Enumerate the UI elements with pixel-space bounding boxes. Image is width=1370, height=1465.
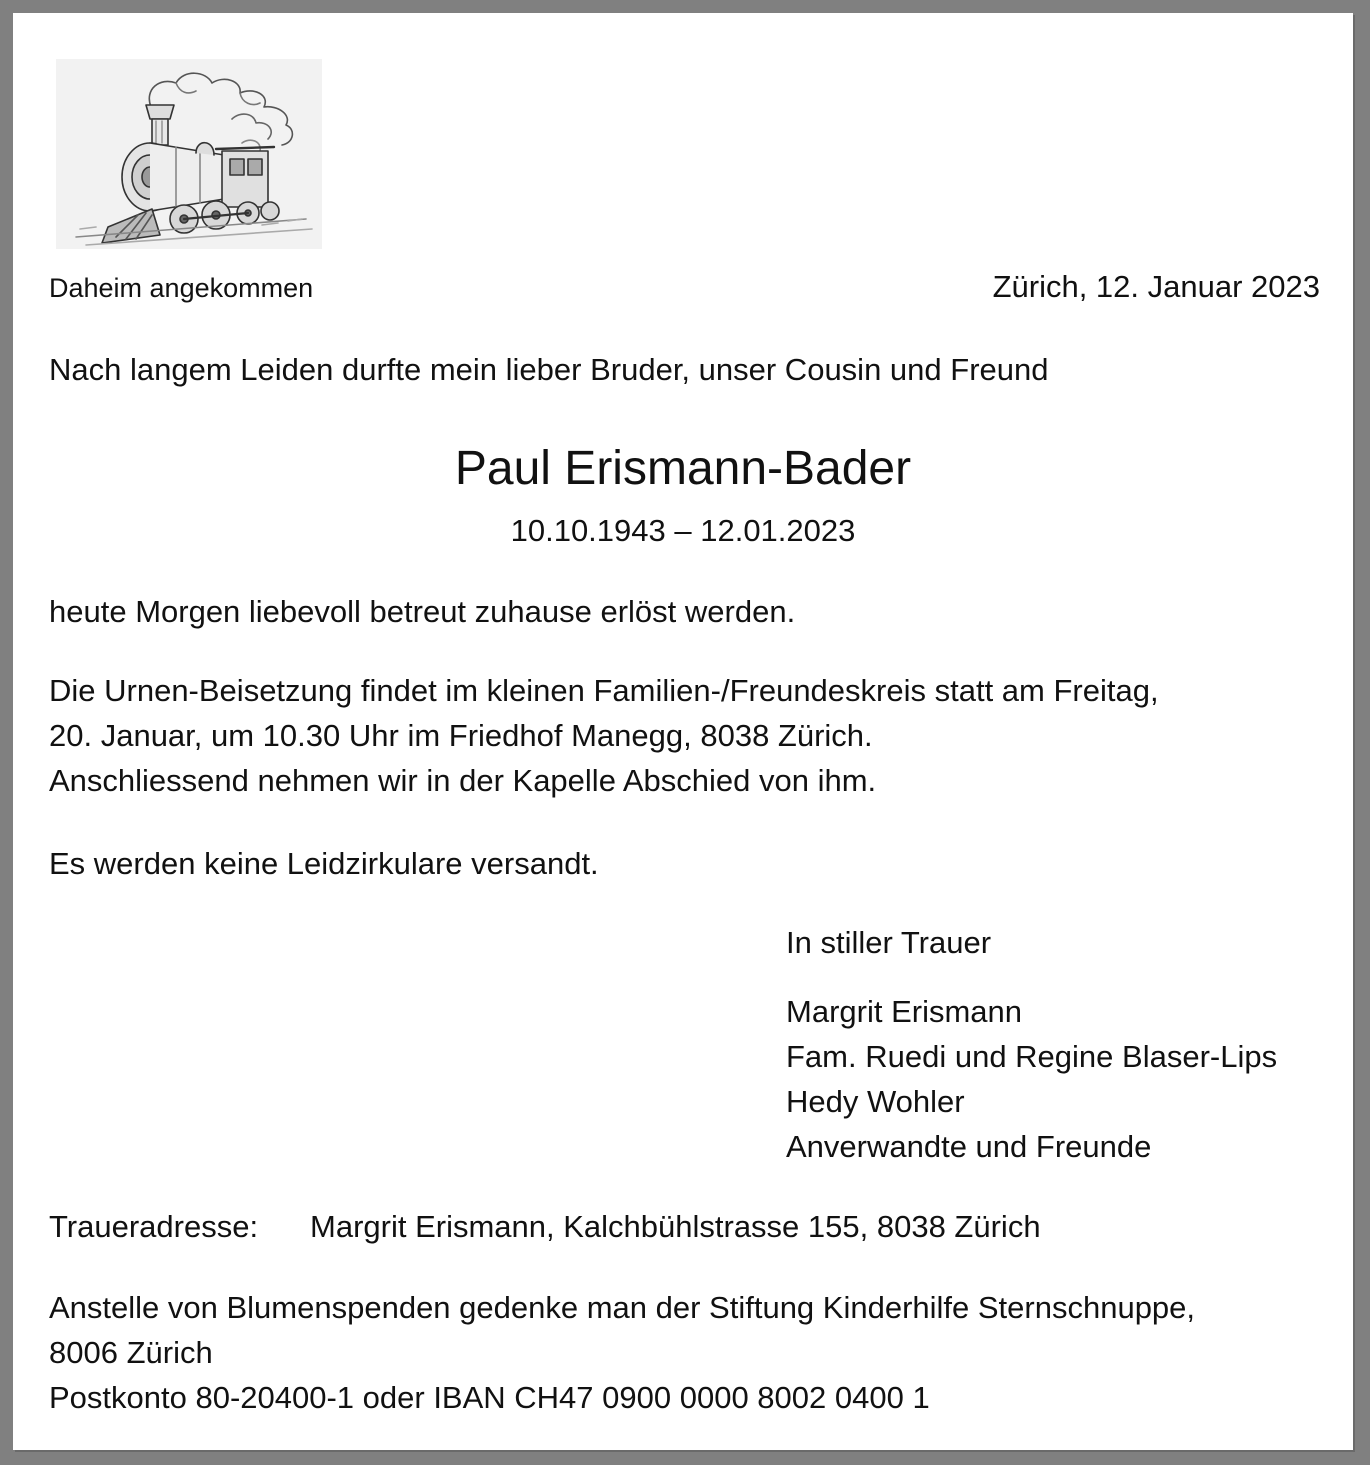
obituary-notice bbox=[13, 13, 1353, 1450]
signer: Anverwandte und Freunde bbox=[786, 1129, 1152, 1164]
signers-list bbox=[786, 989, 1277, 1169]
outro-text: heute Morgen liebevoll betreut zuhause erlöst werden. bbox=[49, 594, 796, 629]
burial-line: Die Urnen-Beisetzung findet im kleinen Familien-/Freundeskreis statt am Freitag, bbox=[49, 673, 1159, 708]
deceased-name: Paul Erismann-Bader bbox=[454, 442, 912, 495]
intro-text: Nach langem Leiden durfte mein lieber Bruder, unser Cousin und Freund bbox=[49, 352, 1049, 387]
steam-locomotive-icon bbox=[56, 59, 322, 249]
address-value: Margrit Erismann, Kalchbühlstrasse 155, 8038 Zürich bbox=[310, 1209, 1041, 1244]
donation-line: 8006 Zürich bbox=[49, 1335, 213, 1370]
signer: Fam. Ruedi und Regine Blaser-Lips bbox=[786, 1039, 1278, 1074]
signer: Margrit Erismann bbox=[786, 994, 1022, 1029]
donation-line: Anstelle von Blumenspenden gedenke man der Stiftung Kinderhilfe Sternschnuppe, bbox=[49, 1290, 1196, 1325]
burial-line: 20. Januar, um 10.30 Uhr im Friedhof Manegg, 8038 Zürich. bbox=[49, 718, 873, 753]
mourning-heading: In stiller Trauer bbox=[786, 925, 992, 960]
tagline: Daheim angekommen bbox=[49, 273, 314, 303]
burial-line: Anschliessend nehmen wir in der Kapelle Abschied von ihm. bbox=[49, 763, 877, 798]
donation-info bbox=[49, 1285, 1195, 1420]
signer: Hedy Wohler bbox=[786, 1084, 965, 1119]
donation-line: Postkonto 80-20400-1 oder IBAN CH47 0900 0000 8002 0400 1 bbox=[49, 1380, 930, 1415]
place-date: Zürich, 12. Januar 2023 bbox=[992, 269, 1320, 304]
burial-info bbox=[49, 668, 1159, 803]
no-circulars-note: Es werden keine Leidzirkulare versandt. bbox=[49, 846, 599, 881]
address-label: Traueradresse: bbox=[49, 1209, 259, 1244]
life-dates: 10.10.1943 – 12.01.2023 bbox=[510, 513, 856, 548]
